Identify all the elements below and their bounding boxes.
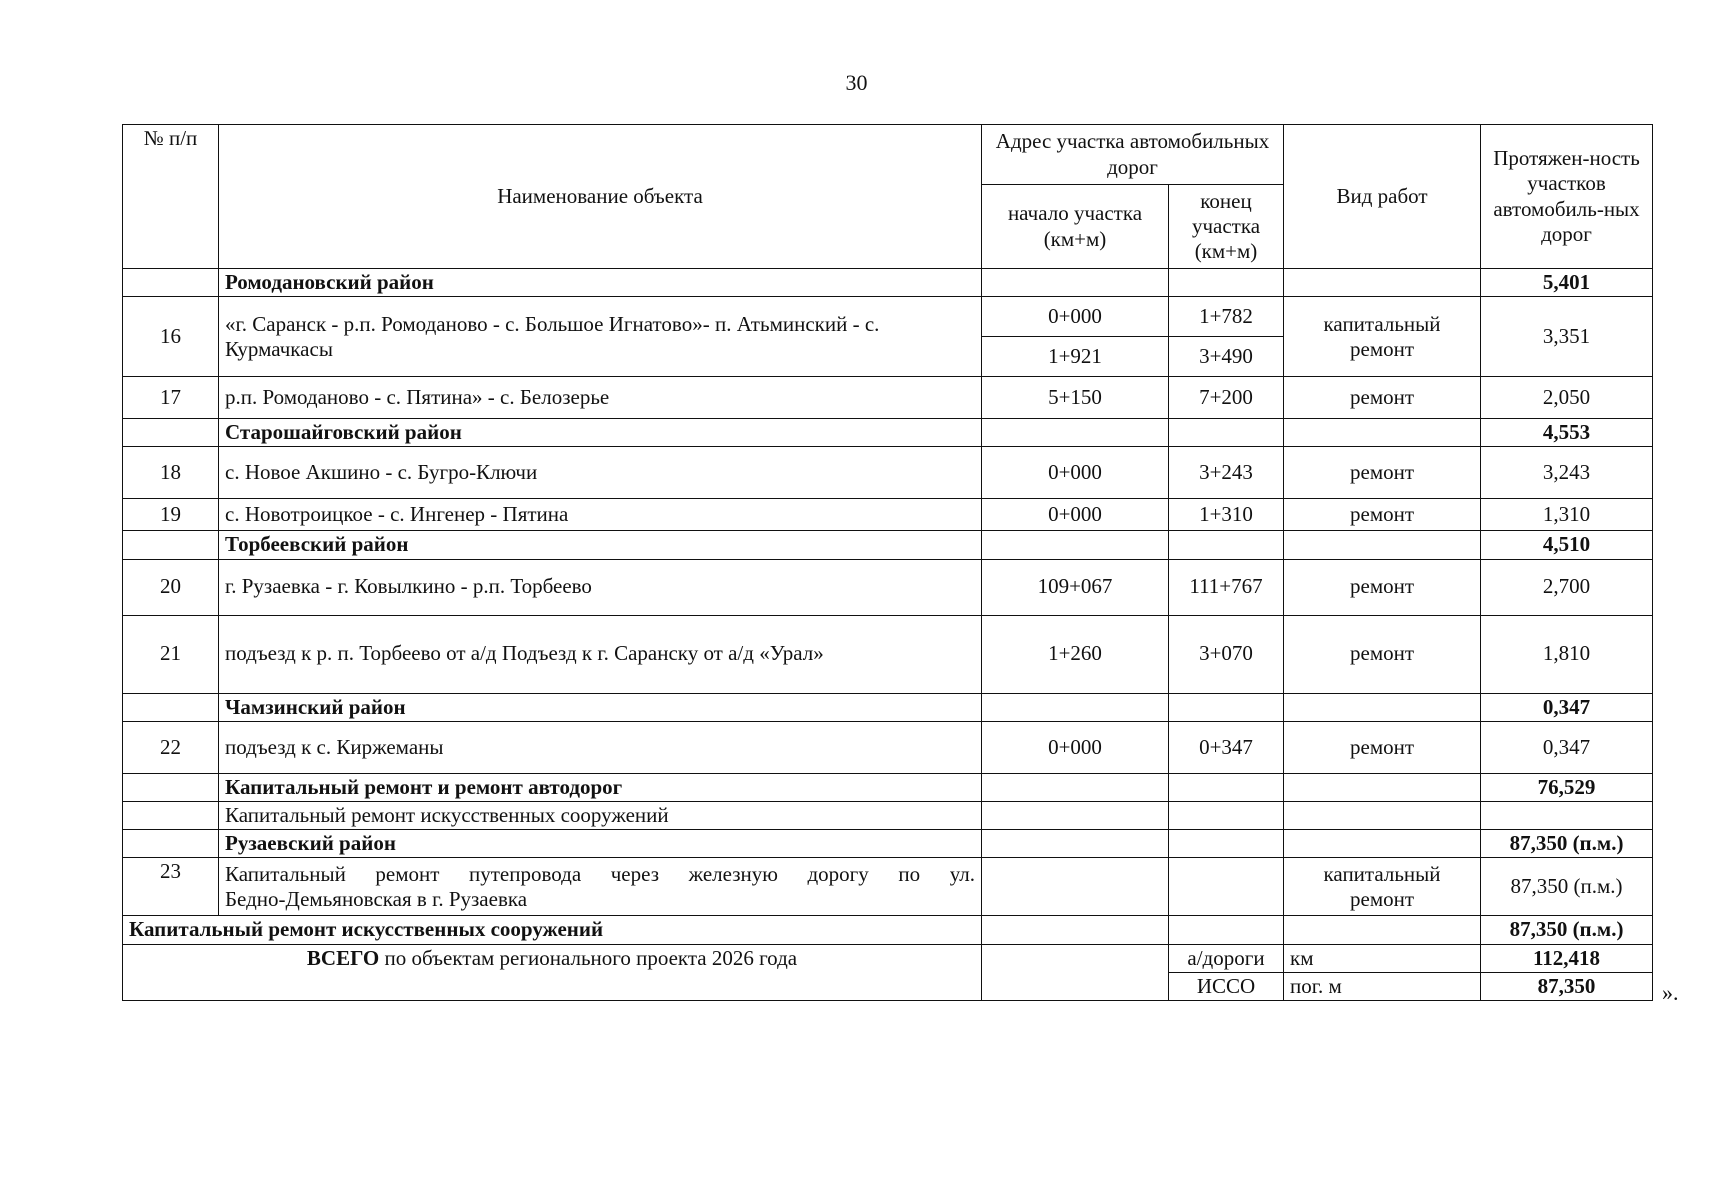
row-num: 18 bbox=[123, 447, 219, 499]
table-row bbox=[123, 858, 1653, 916]
section-length: 2,700 bbox=[1481, 559, 1653, 615]
header-name: Наименование объекта bbox=[219, 125, 982, 269]
start-km: 5+150 bbox=[982, 377, 1169, 419]
section-length: 3,243 bbox=[1481, 447, 1653, 499]
table-row bbox=[123, 499, 1653, 531]
closing-quote-mark: ». bbox=[1662, 980, 1679, 1005]
work-type: ремонт bbox=[1284, 447, 1481, 499]
end-km: 3+070 bbox=[1169, 615, 1284, 693]
start-km: 0+000 bbox=[982, 447, 1169, 499]
district-name: Ромодановский район bbox=[219, 269, 982, 297]
district-length: 0,347 bbox=[1481, 693, 1653, 721]
table-row bbox=[123, 297, 1653, 337]
object-name: подъезд к р. п. Торбеево от а/д Подъезд к г. Саранску от а/д «Урал» bbox=[219, 615, 982, 693]
work-type: ремонт bbox=[1284, 559, 1481, 615]
district-row bbox=[123, 693, 1653, 721]
page-number: 30 bbox=[845, 70, 868, 95]
road-works-table bbox=[122, 124, 1653, 1001]
district-length: 5,401 bbox=[1481, 269, 1653, 297]
start-km: 1+921 bbox=[982, 337, 1169, 377]
roads-total: 112,418 bbox=[1481, 944, 1653, 972]
object-name-line: Капитальный ремонт путепровода через железную дорогу по ул. bbox=[225, 861, 975, 886]
end-km: 0+347 bbox=[1169, 721, 1284, 773]
district-length: 87,350 (п.м.) bbox=[1481, 830, 1653, 858]
end-km: 3+490 bbox=[1169, 337, 1284, 377]
object-name bbox=[219, 858, 982, 916]
district-row bbox=[123, 419, 1653, 447]
district-row bbox=[123, 830, 1653, 858]
district-row bbox=[123, 531, 1653, 559]
table-row bbox=[123, 721, 1653, 773]
isso-unit: пог. м bbox=[1284, 972, 1481, 1000]
header-start: начало участка (км+м) bbox=[982, 185, 1169, 269]
start-km: 0+000 bbox=[982, 721, 1169, 773]
section-length: 0,347 bbox=[1481, 721, 1653, 773]
end-km: 1+782 bbox=[1169, 297, 1284, 337]
header-length: Протяжен-ность участков автомобиль-ных дорог bbox=[1481, 125, 1653, 269]
subtotal-length: 76,529 bbox=[1481, 773, 1653, 801]
object-name: подъезд к с. Киржеманы bbox=[219, 721, 982, 773]
section-length: 1,310 bbox=[1481, 499, 1653, 531]
object-name: «г. Саранск - р.п. Ромоданово - с. Большое Игнатово»- п. Атьминский - с. Курмачкасы bbox=[219, 297, 982, 377]
start-km: 0+000 bbox=[982, 297, 1169, 337]
start-km: 0+000 bbox=[982, 499, 1169, 531]
start-km: 109+067 bbox=[982, 559, 1169, 615]
end-km: 1+310 bbox=[1169, 499, 1284, 531]
district-name: Чамзинский район bbox=[219, 693, 982, 721]
work-type: ремонт bbox=[1284, 721, 1481, 773]
object-name: р.п. Ромоданово - с. Пятина» - с. Белозерье bbox=[219, 377, 982, 419]
header-row bbox=[123, 125, 1653, 185]
subtotal-name: Капитальный ремонт и ремонт автодорог bbox=[219, 773, 982, 801]
work-type: ремонт bbox=[1284, 615, 1481, 693]
header-end: конец участка (км+м) bbox=[1169, 185, 1284, 269]
row-num: 17 bbox=[123, 377, 219, 419]
section-row bbox=[123, 801, 1653, 829]
work-type: капитальный ремонт bbox=[1284, 858, 1481, 916]
subtotal-length: 87,350 (п.м.) bbox=[1481, 916, 1653, 944]
end-km: 3+243 bbox=[1169, 447, 1284, 499]
district-name: Рузаевский район bbox=[219, 830, 982, 858]
subtotal-row bbox=[123, 916, 1653, 944]
header-num: № п/п bbox=[123, 125, 219, 269]
object-name-line: Бедно-Демьяновская в г. Рузаевка bbox=[225, 886, 528, 911]
district-length: 4,510 bbox=[1481, 531, 1653, 559]
table-row bbox=[123, 447, 1653, 499]
section-length: 87,350 (п.м.) bbox=[1481, 858, 1653, 916]
row-num: 22 bbox=[123, 721, 219, 773]
roads-unit: км bbox=[1284, 944, 1481, 972]
row-num: 23 bbox=[123, 858, 219, 916]
object-name: г. Рузаевка - г. Ковылкино - р.п. Торбеево bbox=[219, 559, 982, 615]
row-num: 21 bbox=[123, 615, 219, 693]
section-name: Капитальный ремонт искусственных сооружений bbox=[219, 801, 982, 829]
work-type: ремонт bbox=[1284, 499, 1481, 531]
work-type: капитальный ремонт bbox=[1284, 297, 1481, 377]
header-work-type: Вид работ bbox=[1284, 125, 1481, 269]
district-name: Торбеевский район bbox=[219, 531, 982, 559]
table-row bbox=[123, 377, 1653, 419]
isso-label: ИССО bbox=[1169, 972, 1284, 1000]
start-km: 1+260 bbox=[982, 615, 1169, 693]
grand-total-rest: по объектам регионального проекта 2026 года bbox=[379, 945, 798, 970]
table-row bbox=[123, 559, 1653, 615]
row-num: 19 bbox=[123, 499, 219, 531]
district-length: 4,553 bbox=[1481, 419, 1653, 447]
section-length: 2,050 bbox=[1481, 377, 1653, 419]
subtotal-row bbox=[123, 773, 1653, 801]
roads-label: а/дороги bbox=[1169, 944, 1284, 972]
district-row bbox=[123, 269, 1653, 297]
grand-total-row bbox=[123, 944, 1653, 972]
header-address: Адрес участка автомобильных дорог bbox=[982, 125, 1284, 185]
row-num: 20 bbox=[123, 559, 219, 615]
section-length: 3,351 bbox=[1481, 297, 1653, 377]
row-num: 16 bbox=[123, 297, 219, 377]
subtotal-name: Капитальный ремонт искусственных сооружений bbox=[123, 916, 982, 944]
object-name: с. Новое Акшино - с. Бугро-Ключи bbox=[219, 447, 982, 499]
work-type: ремонт bbox=[1284, 377, 1481, 419]
end-km: 7+200 bbox=[1169, 377, 1284, 419]
end-km: 111+767 bbox=[1169, 559, 1284, 615]
section-length: 1,810 bbox=[1481, 615, 1653, 693]
table-row bbox=[123, 615, 1653, 693]
grand-total-bold: ВСЕГО bbox=[306, 945, 380, 970]
grand-total-label bbox=[123, 944, 982, 1000]
object-name: с. Новотроицкое - с. Ингенер - Пятина bbox=[219, 499, 982, 531]
isso-total: 87,350 bbox=[1481, 972, 1653, 1000]
district-name: Старошайговский район bbox=[219, 419, 982, 447]
